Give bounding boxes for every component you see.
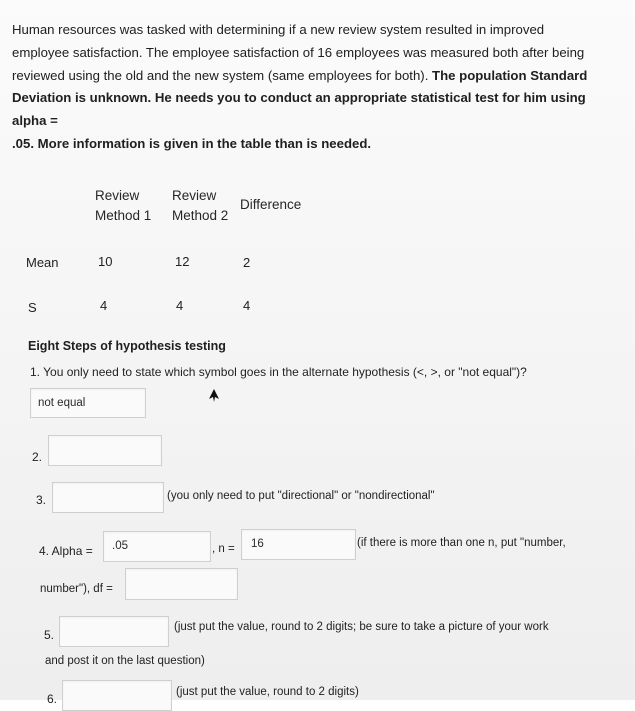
n-value: 16 (251, 538, 264, 550)
intro-line-2: employee satisfaction. The employee satisfaction of 16 employees was measured both after being (12, 44, 585, 60)
step-6-hint: (just put the value, round to 2 digits) (176, 686, 359, 698)
step-3-label: 3. (36, 493, 47, 507)
step-2-label: 2. (32, 450, 43, 464)
step-6-answer-field[interactable] (62, 680, 172, 711)
s-difference: 4 (243, 298, 251, 313)
mean-difference: 2 (243, 255, 251, 270)
header-review-method-1: Review Method 1 (95, 188, 152, 223)
n-field[interactable] (241, 529, 356, 560)
n-label: , n = (212, 543, 235, 555)
mean-method-1: 10 (98, 254, 113, 269)
step-3-hint: (you only need to put "directional" or "nondirectional" (167, 490, 435, 502)
step-5-hint-continued: and post it on the last question) (45, 655, 205, 667)
step-6-label: 6. (47, 692, 58, 706)
step-2-answer-field[interactable] (48, 435, 162, 466)
header-review-method-2: Review Method 2 (172, 188, 229, 223)
df-label: number"), df = (40, 583, 113, 595)
problem-statement (12, 19, 620, 156)
step-5-label: 5. (44, 628, 55, 642)
step-5-answer-field[interactable] (59, 616, 169, 647)
intro-line-5: .05. More information is given in the table than is needed. (12, 135, 372, 151)
intro-line-1: Human resources was tasked with determining if a new review system resulted in improved (12, 22, 545, 37)
s-method-1: 4 (100, 298, 108, 313)
df-field[interactable] (125, 568, 238, 600)
row-label-mean: Mean (26, 255, 59, 270)
mean-method-2: 12 (175, 254, 190, 269)
step-3-answer-field[interactable] (52, 482, 164, 513)
alpha-field[interactable] (103, 531, 211, 562)
row-label-s: S (28, 300, 37, 315)
header-difference: Difference (240, 197, 302, 212)
section-title: Eight Steps of hypothesis testing (28, 339, 226, 353)
intro-line-3a: reviewed using the old and the new system (same employees for both). (12, 67, 433, 83)
intro-line-4: Deviation is unknown. He needs you to conduct an appropriate statistical test for him using alpha = (12, 90, 586, 129)
step-1-answer-field[interactable] (30, 388, 146, 418)
alpha-value: .05 (112, 540, 128, 552)
mouse-cursor-icon (208, 389, 220, 403)
step-4-alpha-label: 4. Alpha = (39, 544, 93, 558)
step-1-answer-value: not equal (38, 397, 86, 409)
n-hint: (if there is more than one n, put "number, (357, 537, 566, 549)
s-method-2: 4 (176, 298, 184, 313)
step-5-hint: (just put the value, round to 2 digits; be sure to take a picture of your work (174, 621, 549, 633)
intro-line-3b: The population Standard (432, 67, 588, 83)
intro-line-3 (12, 65, 620, 88)
step-1-question: 1. You only need to state which symbol goes in the alternate hypothesis (<, >, or "not equal")? (30, 365, 527, 379)
